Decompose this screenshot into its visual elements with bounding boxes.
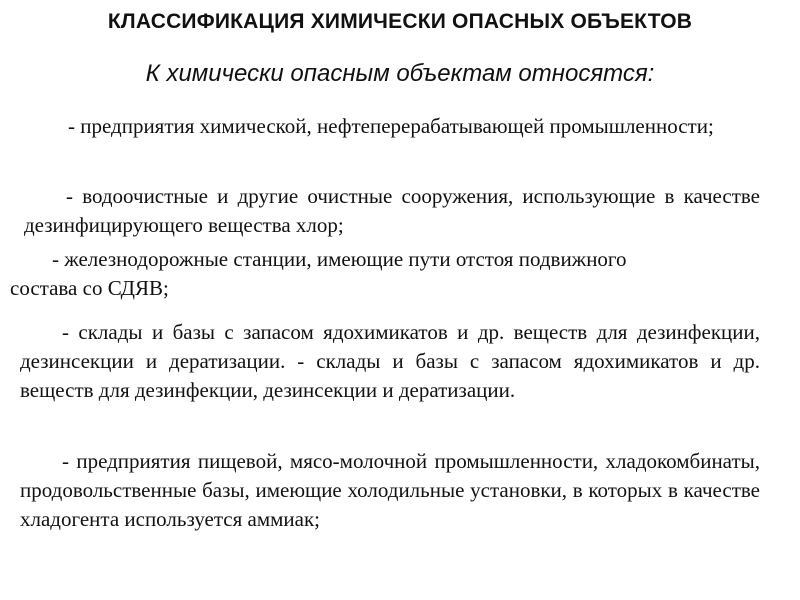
slide-title: КЛАССИФИКАЦИЯ ХИМИЧЕСКИ ОПАСНЫХ ОБЪЕКТОВ [107,10,693,33]
list-item-railway-stations: - железнодорожные станции, имеющие пути отстоя подвижного состава со СДЯВ; [10,247,627,300]
list-item-warehouses: - склады и базы с запасом ядохимикатов и др. веществ для дезинфекции, дезинсекции и дератизации. - склады и базы с запасом ядохимикатов и др. веществ для дезинфекции, дезинсекции и дератизации. [20,320,760,402]
list-item-chemical-enterprises: - предприятия химической, нефтеперерабатывающей промышленности; [68,114,714,138]
list-item-water-treatment: - водоочистные и другие очистные сооружения, использующие в качестве дезинфицирующего вещества хлор; [24,184,760,237]
list-item-food-industry: - предприятия пищевой, мясо-молочной промышленности, хладокомбинаты, продовольственные базы, имеющие холодильные установки, в которых в качестве хладогента используется аммиак; [20,449,760,531]
slide-subtitle: К химически опасным объектам относятся: [145,60,655,87]
